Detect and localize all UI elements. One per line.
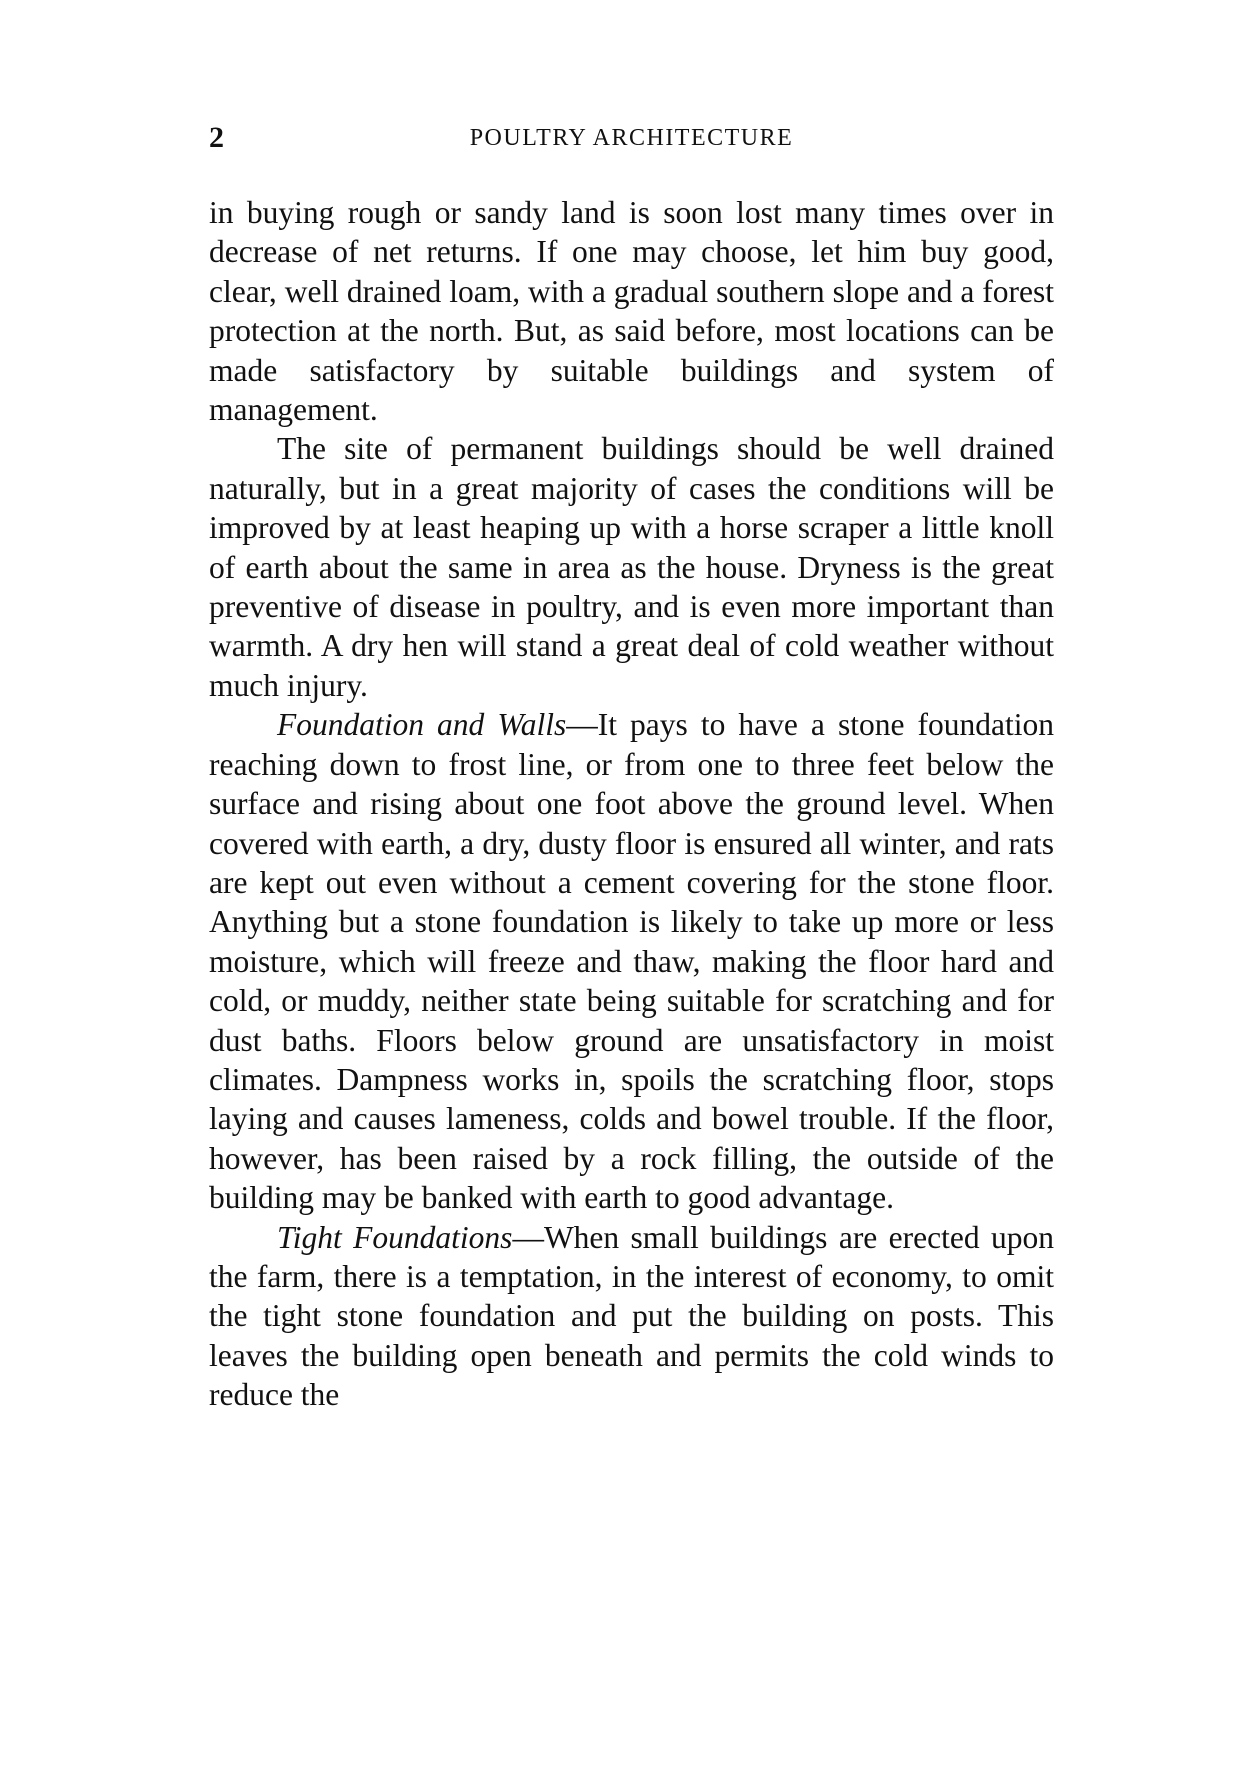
page-header [209,118,1054,158]
running-head: POULTRY ARCHITECTURE [469,125,794,151]
paragraph-site-selection: in buying rough or sandy land is soon lost many times over in decrease of net returns. If one may choose, let him buy good, clear, well drained loam, with a gradual southern slope and a forest protection at the north. But, as said before, most locations can be made satisfactory by suitable buildings and system of management. [209,195,1054,428]
page-number: 2 [209,121,224,154]
paragraph-foundation-and-walls [209,705,1054,1217]
body-text [209,193,1054,1415]
paragraph-drainage: The site of permanent buildings should be well drained naturally, but in a great majority of cases the conditions will be improved by at least heaping up with a horse scraper a little knoll of earth about the same in area as the house. Dryness is the great preventive of disease in poultry, and is even more important than warmth. A dry hen will stand a great deal of cold weather without much injury. [209,431,1054,703]
paragraph-tight-foundations [209,1218,1054,1415]
paragraph-foundation-and-walls-text: —It pays to have a stone foundation reaching down to frost line, or from one to three feet below the surface and rising about one foot above the ground level. When covered with earth, a dry, dusty floor is ensured all winter, and rats are kept out even without a cement covering for the stone floor. Anything but a stone foundation is likely to take up more or less moisture, which will freeze and thaw, making the floor hard and cold, or muddy, neither state being suitable for scratching and for dust baths. Floors below ground are unsatisfactory in moist climates. Dampness works in, spoils the scratching floor, stops laying and causes lameness, colds and bowel trouble. If the floor, however, has been raised by a rock filling, the outside of the building may be banked with earth to good advantage. [209,707,1054,1216]
run-in-heading-foundation-and-walls: Foundation and Walls [277,707,567,743]
run-in-heading-tight-foundations: Tight Foundations [277,1219,513,1255]
paragraph-tight-foundations-text: —When small buildings are erected upon the farm, there is a temptation, in the interest of economy, to omit the tight stone foundation and put the building on posts. This leaves the building open beneath and permits the cold winds to reduce the [209,1219,1054,1413]
